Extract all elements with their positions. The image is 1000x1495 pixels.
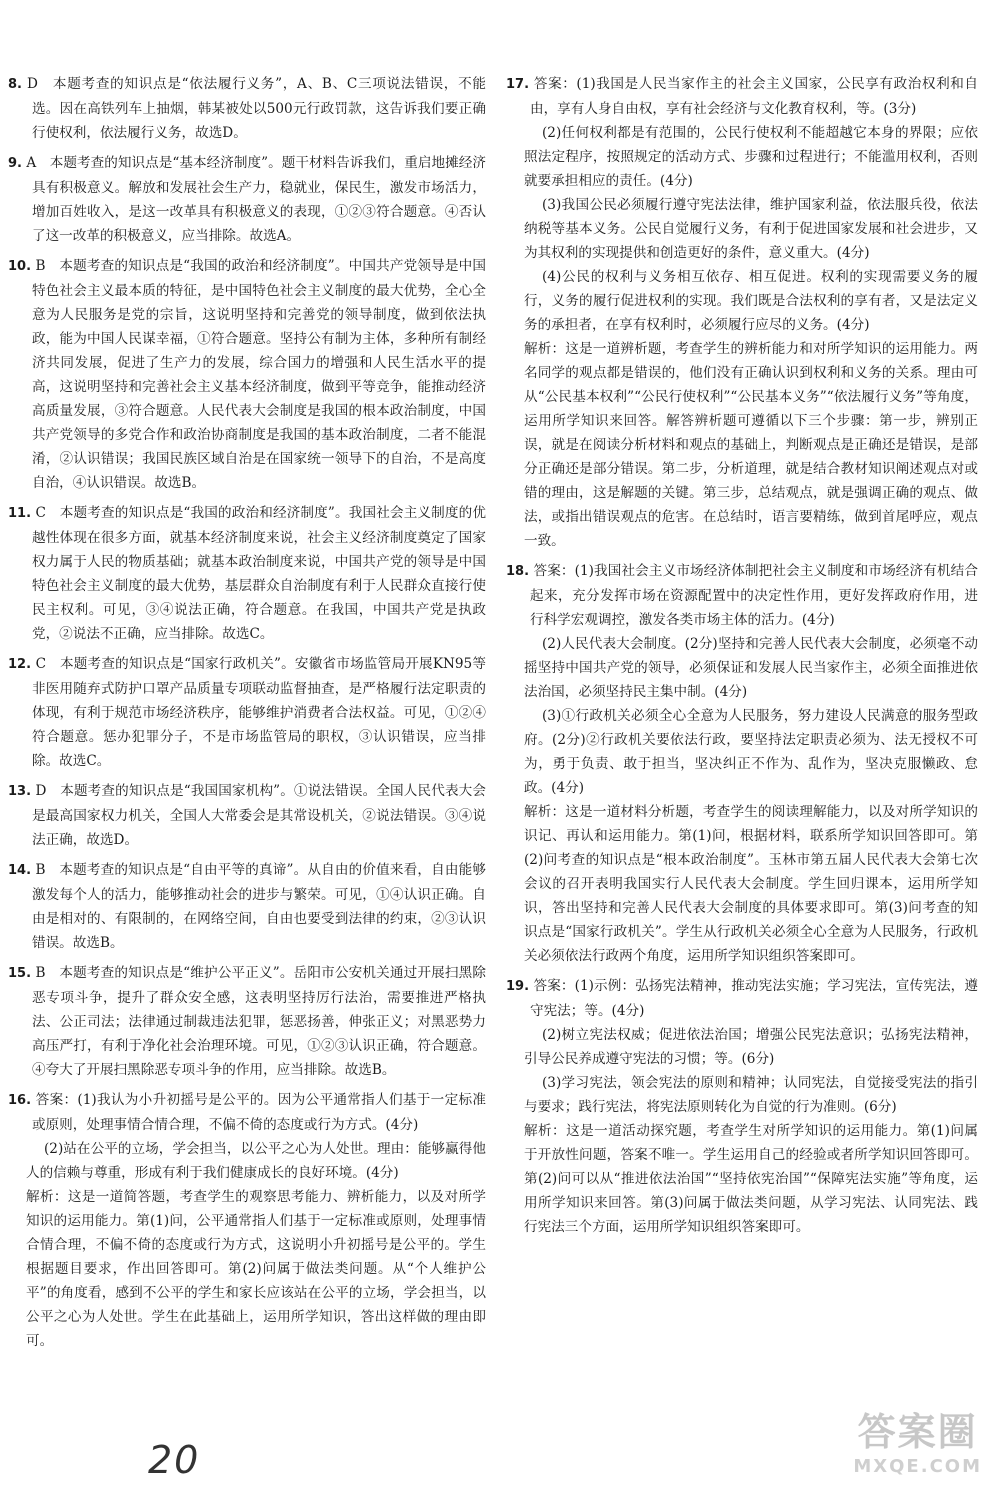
left-column xyxy=(8,72,486,1359)
answer-16-analysis: 解析：这是一道简答题，考查学生的观察思考能力、辨析能力，以及对所学知识的运用能力。第(1)问，公平通常指人们基于一定标准或原则，处理事情合情合理，不偏不倚的态度或行为方式，这说明小升初摇号是公平的。学生根据题目要求，作出回答即可。第(2)问属于做法类问题。从“个人维护公平”的角度看，感到不公平的学生和家长应该站在公平的立场，学会担当，以公平之心为人处世。学生在此基础上，运用所学知识，答出这样做的理由即可。 xyxy=(26,1189,486,1349)
answer-11: 11. C 本题考查的知识点是“我国的政治和经济制度”。我国社会主义制度的优越性体现在很多方面，就基本经济制度来说，社会主义经济制度奠定了国家权力属于人民的物质基础；就基本政治制度来说，中国共产党的领导是中国特色社会主义制度的最大优势，基层群众自治制度有利于人民群众直接行使民主权利。可见，③④说法正确，符合题意。在我国，中国共产党是执政党，②说法不正确，应当排除。故选C。 xyxy=(8,505,486,642)
answer-17-part4: (4)公民的权利与义务相互依存、相互促进。权利的实现需要义务的履行，义务的履行促进权利的实现。我们既是合法权利的享有者，又是法定义务的承担者，在享有权利时，必须履行应尽的义务。(4分) xyxy=(524,269,978,333)
answer-16-part1: 16. 答案：(1)我认为小升初摇号是公平的。因为公平通常指人们基于一定标准或原则，处理事情合情合理，不偏不倚的态度或行为方式。(4分) xyxy=(8,1092,486,1133)
answer-9: 9. A 本题考查的知识点是“基本经济制度”。题干材料告诉我们，重启地摊经济具有积极意义。解放和发展社会生产力，稳就业，保民生，激发市场活力，增加百姓收入，是这一改革具有积极意义的表现，①②③符合题意。④否认了这一改革的积极意义，应当排除。故选A。 xyxy=(8,155,486,244)
answer-18-part1: 18. 答案：(1)我国社会主义市场经济体制把社会主义制度和市场经济有机结合起来，充分发挥市场在资源配置中的决定性作用，更好发挥政府作用，进行科学宏观调控，激发各类市场主体的活力。(4分) xyxy=(506,563,978,628)
answer-19-part3: (3)学习宪法，领会宪法的原则和精神；认同宪法，自觉接受宪法的指引与要求；践行宪法，将宪法原则转化为自觉的行为准则。(6分) xyxy=(524,1075,978,1115)
answer-19-part2: (2)树立宪法权威；促进依法治国；增强公民宪法意识；弘扬宪法精神，引导公民养成遵守宪法的习惯；等。(6分) xyxy=(524,1027,978,1067)
right-column xyxy=(506,72,978,1245)
answer-18-analysis: 解析：这是一道材料分析题，考查学生的阅读理解能力，以及对所学知识的识记、再认和运用能力。第(1)问，根据材料，联系所学知识回答即可。第(2)问考查的知识点是“根本政治制度”。玉林市第五届人民代表大会第七次会议的召开表明我国实行人民代表大会制度。学生回归课本，运用所学知识，答出坚持和完善人民代表大会制度的具体要求即可。第(3)问考查的知识点是“国家行政机关”。学生从行政机关必须全心全意为人民服务，行政机关必须依法行政两个角度，运用所学知识组织答案即可。 xyxy=(524,804,978,964)
answer-13: 13. D 本题考查的知识点是“我国国家机构”。①说法错误。全国人民代表大会是最高国家权力机关，全国人大常委会是其常设机关，②说法错误。③④说法正确，故选D。 xyxy=(8,783,486,848)
answer-16-part2: (2)站在公平的立场，学会担当，以公平之心为人处世。理由：能够赢得他人的信赖与尊重，形成有利于我们健康成长的良好环境。(4分) xyxy=(26,1141,486,1181)
answer-15: 15. B 本题考查的知识点是“维护公平正义”。岳阳市公安机关通过开展扫黑除恶专项斗争，提升了群众安全感，这表明坚持厉行法治，需要推进严格执法、公正司法；法律通过制裁违法犯罪，惩恶扬善，伸张正义；对黑恶势力高压严打，有利于净化社会治理环境。可见，①②③认识正确，符合题意。④夸大了开展扫黑除恶专项斗争的作用，应当排除。故选B。 xyxy=(8,965,486,1078)
watermark-text: 答案圈 xyxy=(857,1410,978,1454)
answer-19-analysis: 解析：这是一道活动探究题，考查学生对所学知识的运用能力。第(1)问属于开放性问题，答案不唯一。学生运用自己的经验或者所学知识回答即可。第(2)问可以从“推进依法治国”“坚持依宪治国”“保障宪法实施”等角度，运用所学知识来回答。第(3)问属于做法类问题，从学习宪法、认同宪法、践行宪法三个方面，运用所学知识组织答案即可。 xyxy=(524,1123,978,1235)
answer-14: 14. B 本题考查的知识点是“自由平等的真谛”。从自由的价值来看，自由能够激发每个人的活力，能够推动社会的进步与繁荣。可见，①④认识正确。自由是相对的、有限制的，在网络空间，自由也要受到法律的约束，②③认识错误。故选B。 xyxy=(8,862,486,951)
answer-19 xyxy=(506,974,978,1239)
answer-12: 12. C 本题考查的知识点是“国家行政机关”。安徽省市场监管局开展KN95等非医用随弃式防护口罩产品质量专项联动监督抽查，是严格履行法定职责的体现，有利于规范市场经济秩序，能够维护消费者合法权益。可见，①②④符合题意。惩办犯罪分子，不是市场监管局的职权，③认识错误，应当排除。故选C。 xyxy=(8,656,486,769)
answer-8: 8. D 本题考查的知识点是“依法履行义务”，A、B、C三项说法错误，不能选。因在高铁列车上抽烟，韩某被处以500元行政罚款，这告诉我们要正确行使权利，依法履行义务，故选D。 xyxy=(8,76,486,141)
answer-18 xyxy=(506,559,978,968)
answer-17-part3: (3)我国公民必须履行遵守宪法法律，维护国家利益，依法服兵役，依法纳税等基本义务。公民自觉履行义务，有利于促进国家发展和社会进步，又为其权利的实现提供和创造更好的条件，意义重大。(4分) xyxy=(524,197,978,261)
answer-17-analysis: 解析：这是一道辨析题，考查学生的辨析能力和对所学知识的运用能力。两名同学的观点都是错误的，他们没有正确认识到权利和义务的关系。理由可从“公民基本权利”“公民行使权利”“公民基本义务”“依法履行义务”等角度，运用所学知识来回答。解答辨析题可遵循以下三个步骤：第一步，辨别正误，就是在阅读分析材料和观点的基础上，判断观点是正确还是错误，是部分正确还是部分错误。第二步，分析道理，就是结合教材知识阐述观点对或错的理由，这是解题的关键。第三步，总结观点，就是强调正确的观点、做法，或指出错误观点的危害。在总结时，语言要精练，做到首尾呼应，观点一致。 xyxy=(524,341,978,549)
answer-17 xyxy=(506,72,978,553)
page-number: 20 xyxy=(148,1438,201,1482)
answer-17-part1: 17. 答案：(1)我国是人民当家作主的社会主义国家，公民享有政治权利和自由，享有人身自由权，享有社会经济与文化教育权利，等。(3分) xyxy=(506,76,978,117)
answer-16 xyxy=(8,1088,486,1353)
answer-19-part1: 19. 答案：(1)示例：弘扬宪法精神，推动宪法实施；学习宪法，宣传宪法，遵守宪法；等。(4分) xyxy=(506,978,978,1019)
answer-18-part2: (2)人民代表大会制度。(2分)坚持和完善人民代表大会制度，必须毫不动摇坚持中国共产党的领导，必须保证和发展人民当家作主，必须全面推进依法治国，必须坚持民主集中制。(4分) xyxy=(524,636,978,700)
watermark-url: MXQE.COM xyxy=(853,1456,982,1477)
answer-10: 10. B 本题考查的知识点是“我国的政治和经济制度”。中国共产党领导是中国特色社会主义最本质的特征，是中国特色社会主义制度的最大优势，全心全意为人民服务是党的宗旨，这说明坚持和完善党的领导制度，做到依法执政，能为中国人民谋幸福，①符合题意。坚持公有制为主体，多种所有制经济共同发展，促进了生产力的发展，综合国力的增强和人民生活水平的提高，这说明坚持和完善社会主义基本经济制度，做到平等竞争，能推动经济高质量发展，③符合题意。人民代表大会制度是我国的根本政治制度，中国共产党领导的多党合作和政治协商制度是我国的基本政治制度，二者不能混淆，②认识错误；我国民族区域自治是在国家统一领导下的自治，不是高度自治，④认识错误。故选B。 xyxy=(8,258,486,491)
answer-17-part2: (2)任何权利都是有范围的，公民行使权利不能超越它本身的界限；应依照法定程序，按照规定的活动方式、步骤和过程进行；不能滥用权利，否则就要承担相应的责任。(4分) xyxy=(524,125,978,189)
answer-18-part3: (3)①行政机关必须全心全意为人民服务，努力建设人民满意的服务型政府。(2分)②行政机关要依法行政，要坚持法定职责必须为、法无授权不可为，勇于负责、敢于担当，坚决纠正不作为、乱作为，坚决克服懒政、怠政。(4分) xyxy=(524,708,978,796)
watermark-logo xyxy=(853,1401,982,1477)
